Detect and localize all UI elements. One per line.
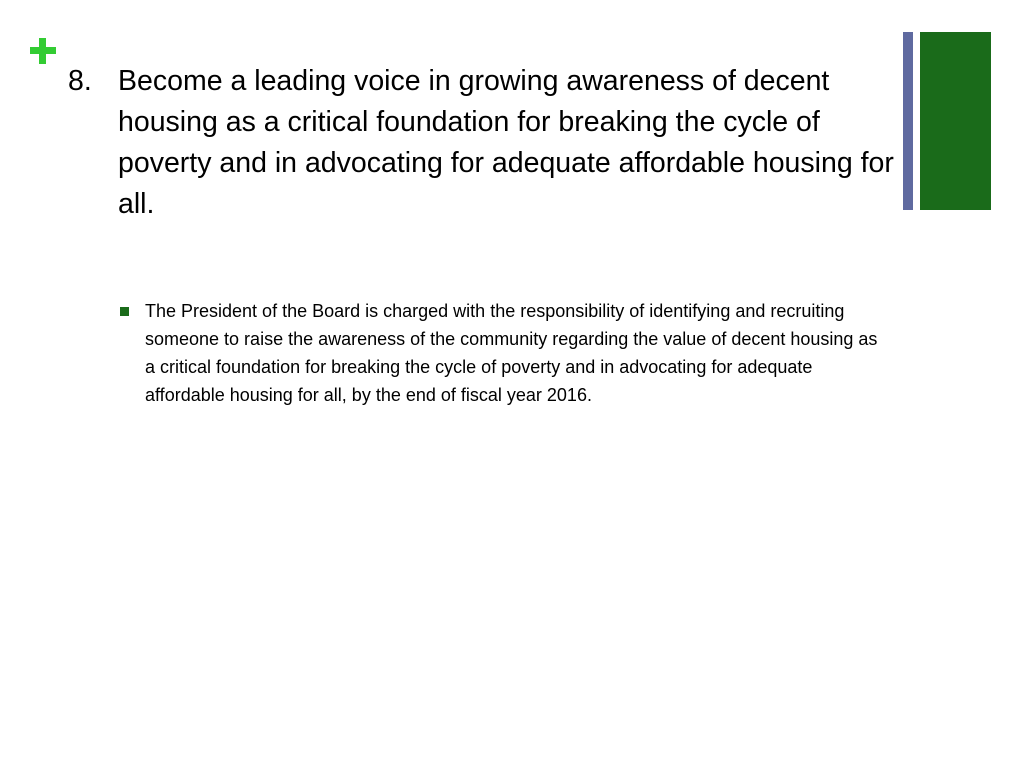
heading-text: Become a leading voice in growing awareness of decent housing as a critical foundation for breaking the cycle of poverty and in advocating for adequate affordable housing for all. <box>118 65 894 220</box>
accent-stripe <box>903 32 913 210</box>
accent-block <box>920 32 991 210</box>
plus-icon-vertical-bar <box>39 38 46 64</box>
square-bullet-icon <box>120 307 129 316</box>
plus-icon <box>28 36 58 66</box>
bullet-item <box>120 297 890 409</box>
slide-heading <box>68 61 898 225</box>
heading-number: 8. <box>68 65 92 97</box>
bullet-text: The President of the Board is charged with the responsibility of identifying and recruiting someone to raise the awareness of the community regarding the value of decent housing as a critical foundation for breaking the cycle of poverty and in advocating for adequate affordable housing for all, by the end of fiscal year 2016. <box>145 301 878 405</box>
